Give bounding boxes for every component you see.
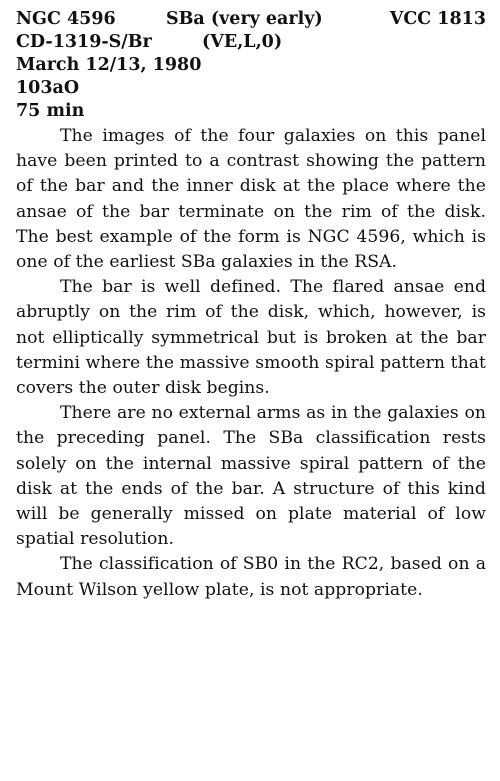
paragraph-1: The images of the four galaxies on this panel have been printed to a contrast showing the pattern of the bar and the inner disk at the place where the ansae of the bar terminate on the rim of the disk. The best example of the form is NGC 4596, which is one of the earliest SBa galaxies in the RSA. bbox=[16, 126, 486, 273]
plate-id: CD-1319-S/Br bbox=[16, 32, 152, 52]
paragraph-2: The bar is well defined. The flared ansae end abruptly on the rim of the disk, which, however, is not elliptically symmetrical but is broken at the bar termini where the massive smooth spiral pattern that covers the outer disk begins. bbox=[16, 277, 486, 399]
observation-date: March 12/13, 1980 bbox=[16, 55, 202, 75]
header-row-1 bbox=[16, 8, 486, 31]
galaxy-name: NGC 4596 bbox=[16, 9, 116, 29]
exposure-time: 75 min bbox=[16, 101, 85, 121]
description bbox=[16, 124, 486, 603]
document-page bbox=[16, 8, 486, 603]
galaxy-type: SBa (very early) bbox=[166, 9, 323, 29]
emulsion: 103aO bbox=[16, 78, 80, 98]
header-row-2 bbox=[16, 31, 486, 54]
plate-code: (VE,L,0) bbox=[202, 32, 283, 52]
catalog-number: VCC 1813 bbox=[389, 9, 486, 29]
paragraph-3: There are no external arms as in the galaxies on the preceding panel. The SBa classification rests solely on the internal massive spiral pattern of the disk at the ends of the bar. A structure of this kind will be generally missed on plate material of low spatial resolution. bbox=[16, 403, 486, 550]
paragraph-4: The classification of SB0 in the RC2, based on a Mount Wilson yellow plate, is not appropriate. bbox=[16, 554, 486, 600]
